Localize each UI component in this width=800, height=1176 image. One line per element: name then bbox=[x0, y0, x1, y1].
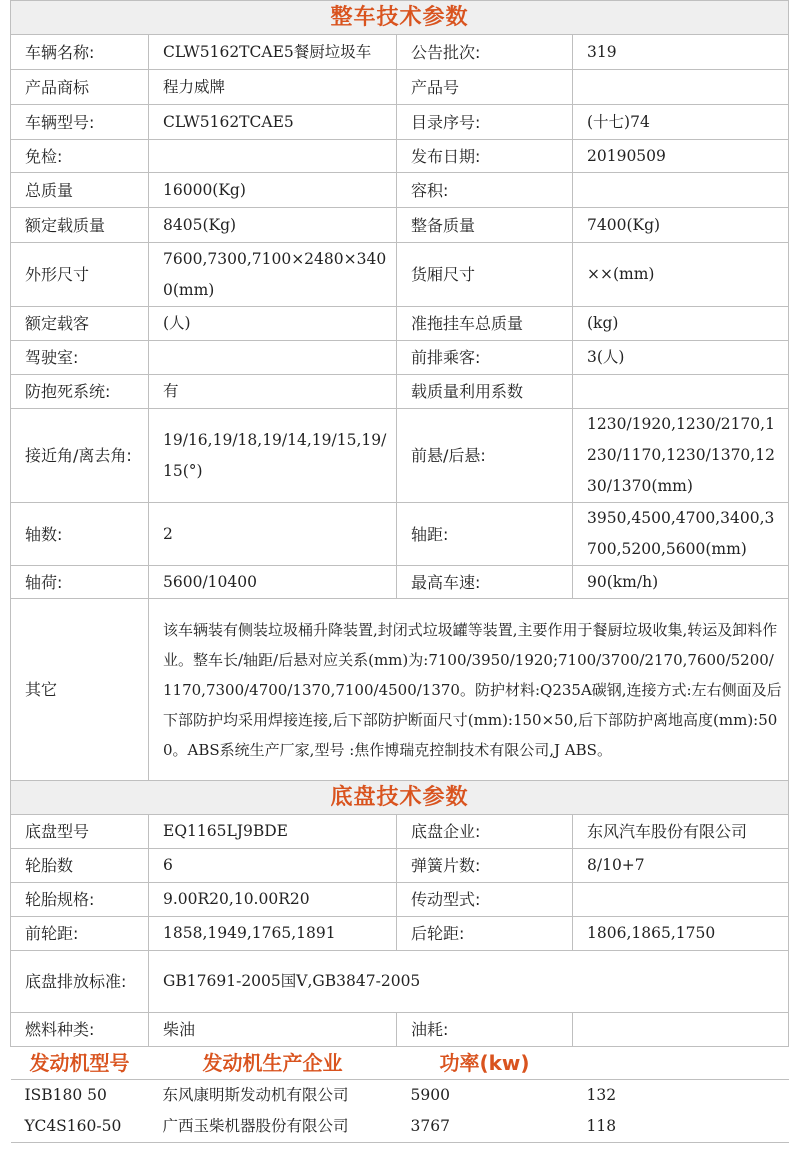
chassis-section-title: 底盘技术参数 bbox=[11, 781, 789, 815]
table-row bbox=[11, 105, 789, 140]
field-value: 3(人) bbox=[573, 341, 789, 375]
field-value bbox=[573, 70, 789, 105]
field-value: 16000(Kg) bbox=[149, 173, 397, 208]
field-value: 3950,4500,4700,3400,3700,5200,5600(mm) bbox=[573, 503, 789, 566]
field-label: 容积: bbox=[397, 173, 573, 208]
field-label: 前轮距: bbox=[11, 917, 149, 951]
field-value: 6 bbox=[149, 849, 397, 883]
table-row bbox=[11, 140, 789, 173]
field-value: 1806,1865,1750 bbox=[573, 917, 789, 951]
field-value: 1858,1949,1765,1891 bbox=[149, 917, 397, 951]
field-value: 东风汽车股份有限公司 bbox=[573, 815, 789, 849]
field-value bbox=[573, 1013, 789, 1047]
table-row bbox=[11, 307, 789, 341]
table-row bbox=[11, 243, 789, 307]
field-value: 1230/1920,1230/2170,1230/1170,1230/1370,1230/1370(mm) bbox=[573, 409, 789, 503]
field-label: 传动型式: bbox=[397, 883, 573, 917]
field-label: 驾驶室: bbox=[11, 341, 149, 375]
field-value: 7600,7300,7100×2480×3400(mm) bbox=[149, 243, 397, 307]
table-row bbox=[11, 70, 789, 105]
field-value: (人) bbox=[149, 307, 397, 341]
engine-maker: 东风康明斯发动机有限公司 bbox=[162, 1086, 349, 1104]
engine-power-header: 功率(kw) bbox=[439, 1050, 530, 1075]
field-label: 免检: bbox=[11, 140, 149, 173]
engine-header-row bbox=[11, 1047, 789, 1080]
field-value: 319 bbox=[573, 35, 789, 70]
field-value: (kg) bbox=[573, 307, 789, 341]
vehicle-section-header bbox=[11, 1, 789, 35]
other-text: 该车辆装有侧装垃圾桶升降装置,封闭式垃圾罐等装置,主要作用于餐厨垃圾收集,转运及卸料作业。整车长/轴距/后悬对应关系(mm)为:7100/3950/1920;7100/3700/2170,7600/5200/1170,7300/4700/1370,7100/4500/1370。防护材料:Q235A碳钢,连接方式:左右侧面及后下部防护均采用焊接连接,后下部防护断面尺寸(mm):150×50,后下部防护离地高度(mm):500。ABS系统生产厂家,型号 :焦作博瑞克控制技术有限公司,J ABS。 bbox=[149, 599, 789, 781]
engine-maker: 广西玉柴机器股份有限公司 bbox=[162, 1117, 349, 1135]
field-label: 轴荷: bbox=[11, 566, 149, 599]
field-value: GB17691-2005国Ⅴ,GB3847-2005 bbox=[149, 951, 789, 1013]
field-label: 产品商标 bbox=[11, 70, 149, 105]
table-row bbox=[11, 815, 789, 849]
table-row bbox=[11, 375, 789, 409]
field-value: 5600/10400 bbox=[149, 566, 397, 599]
engine-power: 132 bbox=[586, 1086, 617, 1104]
field-value: CLW5162TCAE5餐厨垃圾车 bbox=[149, 35, 397, 70]
field-value bbox=[573, 375, 789, 409]
field-value: 8/10+7 bbox=[573, 849, 789, 883]
spec-table bbox=[10, 0, 789, 1143]
field-value bbox=[573, 173, 789, 208]
field-value: CLW5162TCAE5 bbox=[149, 105, 397, 140]
field-label: 轴距: bbox=[397, 503, 573, 566]
engine-header-blank bbox=[573, 1047, 789, 1080]
table-row bbox=[11, 883, 789, 917]
engine-model: YC4S160-50 bbox=[24, 1117, 122, 1135]
field-label: 弹簧片数: bbox=[397, 849, 573, 883]
field-value: 9.00R20,10.00R20 bbox=[149, 883, 397, 917]
table-row bbox=[11, 503, 789, 566]
field-label: 额定载客 bbox=[11, 307, 149, 341]
field-value: 19/16,19/18,19/14,19/15,19/15(°) bbox=[149, 409, 397, 503]
field-label: 底盘排放标准: bbox=[11, 951, 149, 1013]
field-label: 准拖挂车总质量 bbox=[397, 307, 573, 341]
field-value: (十七)74 bbox=[573, 105, 789, 140]
field-label: 轮胎数 bbox=[11, 849, 149, 883]
field-value: EQ1165LJ9BDE bbox=[149, 815, 397, 849]
field-value bbox=[149, 341, 397, 375]
table-row bbox=[11, 951, 789, 1013]
field-value: ××(mm) bbox=[573, 243, 789, 307]
engine-row bbox=[11, 1080, 789, 1112]
field-value: 柴油 bbox=[149, 1013, 397, 1047]
engine-row bbox=[11, 1111, 789, 1143]
spec-sheet bbox=[10, 0, 788, 1143]
field-label: 整备质量 bbox=[397, 208, 573, 243]
field-label: 前排乘客: bbox=[397, 341, 573, 375]
field-label: 接近角/离去角: bbox=[11, 409, 149, 503]
field-label: 总质量 bbox=[11, 173, 149, 208]
field-label: 防抱死系统: bbox=[11, 375, 149, 409]
field-label: 底盘型号 bbox=[11, 815, 149, 849]
field-label: 外形尺寸 bbox=[11, 243, 149, 307]
field-label: 车辆名称: bbox=[11, 35, 149, 70]
field-value: 有 bbox=[149, 375, 397, 409]
field-label: 额定载质量 bbox=[11, 208, 149, 243]
other-label: 其它 bbox=[11, 599, 149, 781]
field-label: 底盘企业: bbox=[397, 815, 573, 849]
field-value: 8405(Kg) bbox=[149, 208, 397, 243]
field-label: 载质量利用系数 bbox=[397, 375, 573, 409]
engine-model: ISB180 50 bbox=[24, 1086, 107, 1104]
table-row bbox=[11, 409, 789, 503]
table-row bbox=[11, 208, 789, 243]
engine-displacement: 5900 bbox=[410, 1086, 450, 1104]
table-row bbox=[11, 35, 789, 70]
table-row bbox=[11, 849, 789, 883]
field-label: 产品号 bbox=[397, 70, 573, 105]
engine-displacement: 3767 bbox=[410, 1117, 450, 1135]
table-row bbox=[11, 173, 789, 208]
field-value: 程力威牌 bbox=[149, 70, 397, 105]
field-value: 90(km/h) bbox=[573, 566, 789, 599]
table-row bbox=[11, 1013, 789, 1047]
field-label: 车辆型号: bbox=[11, 105, 149, 140]
field-label: 最高车速: bbox=[397, 566, 573, 599]
field-label: 燃料种类: bbox=[11, 1013, 149, 1047]
field-value bbox=[573, 883, 789, 917]
field-label: 目录序号: bbox=[397, 105, 573, 140]
table-row bbox=[11, 917, 789, 951]
other-row bbox=[11, 599, 789, 781]
field-label: 公告批次: bbox=[397, 35, 573, 70]
field-label: 后轮距: bbox=[397, 917, 573, 951]
engine-model-header: 发动机型号 bbox=[29, 1050, 130, 1075]
engine-power: 118 bbox=[586, 1117, 617, 1135]
field-label: 货厢尺寸 bbox=[397, 243, 573, 307]
field-label: 油耗: bbox=[397, 1013, 573, 1047]
table-row bbox=[11, 341, 789, 375]
field-label: 轴数: bbox=[11, 503, 149, 566]
chassis-section-header bbox=[11, 781, 789, 815]
field-label: 发布日期: bbox=[397, 140, 573, 173]
field-label: 轮胎规格: bbox=[11, 883, 149, 917]
vehicle-section-title: 整车技术参数 bbox=[11, 1, 789, 35]
field-value: 7400(Kg) bbox=[573, 208, 789, 243]
field-value: 20190509 bbox=[573, 140, 789, 173]
field-label: 前悬/后悬: bbox=[397, 409, 573, 503]
field-value: 2 bbox=[149, 503, 397, 566]
field-value bbox=[149, 140, 397, 173]
engine-maker-header: 发动机生产企业 bbox=[202, 1050, 343, 1075]
table-row bbox=[11, 566, 789, 599]
